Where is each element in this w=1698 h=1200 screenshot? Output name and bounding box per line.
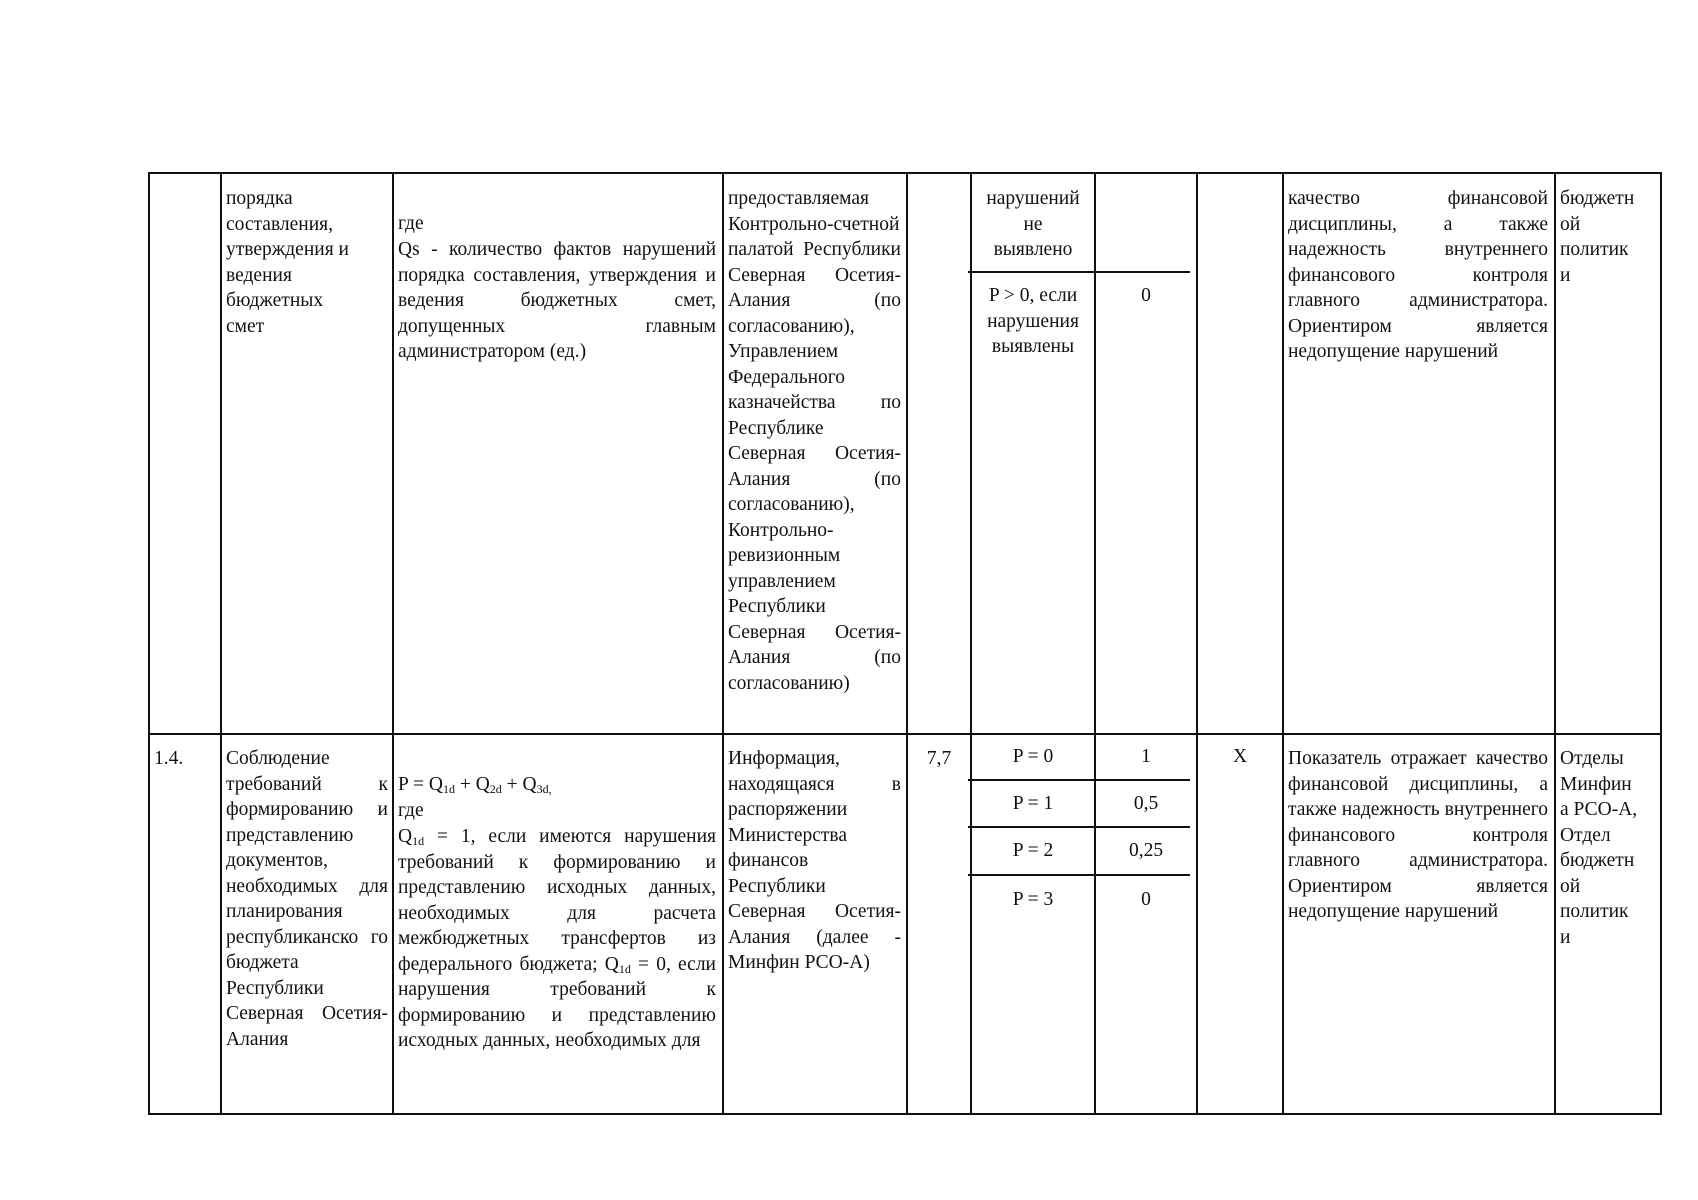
formula-description	[398, 824, 716, 1054]
row-separator	[148, 733, 1662, 735]
col-border	[1660, 172, 1662, 1114]
formula-text: + Q	[454, 773, 490, 795]
score-cell: 0,25	[1128, 840, 1164, 861]
q1d-text: = 0, если нарушения требований к формированию и представлению исходных данных, необходимых для	[398, 953, 716, 1051]
condition-cell: P = 3	[1012, 889, 1054, 910]
col-border	[1282, 172, 1284, 1114]
row-number: 1.4.	[154, 748, 184, 769]
condition-cell: P = 0	[1012, 746, 1054, 767]
score-cell: 0	[1141, 889, 1151, 910]
q1d-text: = 1, если имеются нарушения требований к формированию и представлению исходных данных, необходимых для расчета межбюджетных трансфертов из федерального бюджета;	[398, 826, 716, 975]
indicator-name: порядка составления, утверждения и ведения бюджетных смет	[226, 188, 349, 337]
condition-cell: P = 1	[1012, 793, 1054, 814]
formula-sub: 1d	[442, 781, 455, 796]
table-top-border	[148, 172, 1662, 174]
comment-cell: Показатель отражает качество финансовой дисциплины, а также надежность внутреннего финансового контроля главного администратора. Ориентиром является недопущение нарушений	[1288, 748, 1548, 922]
formula-sub: 3d,	[536, 781, 552, 796]
formula-sub: 2d	[489, 781, 502, 796]
col-border	[148, 172, 150, 1114]
col-border	[722, 172, 724, 1114]
condition-separator	[968, 874, 1190, 876]
responsible-cell: бюджетн ой политик и	[1560, 188, 1635, 286]
col-border	[970, 172, 972, 1114]
responsible-cell: Отделы Минфин а РСО-А, Отдел бюджетн ой политик и	[1560, 748, 1638, 948]
formula-description: Qs - количество фактов нарушений порядка составления, утверждения и ведения бюджетных смет, допущенных главным администратором (ед.)	[398, 239, 716, 362]
condition-separator	[968, 779, 1190, 781]
q-symbol: Q	[604, 953, 619, 975]
col-border	[392, 172, 394, 1114]
formula-text: P = Q	[398, 773, 443, 795]
q-sub: 1d	[412, 834, 425, 848]
col-border	[1094, 172, 1096, 1114]
col-border	[1554, 172, 1556, 1114]
col-border	[220, 172, 222, 1114]
score-cell: 0	[1141, 285, 1151, 306]
formula-text: + Q	[501, 773, 537, 795]
weight-cell: 7,7	[926, 748, 952, 769]
data-source: предоставляемая Контрольно-счетной палатой Республики Северная Осетия-Алания (по согласованию), Управлением Федерального казначейства по Республике Северная Осетия-Алания (по согласованию), Контрольно-ревизионным управлением Республики Северная Осетия-Алания (по согласованию)	[728, 188, 901, 694]
table-bottom-border	[148, 1113, 1662, 1115]
condition-cell: P > 0, если нарушения выявлены	[987, 285, 1079, 357]
score-cell: 1	[1141, 746, 1151, 767]
col-border	[906, 172, 908, 1114]
formula-where: где	[398, 213, 424, 234]
indicator-name: Соблюдение требований к формированию и представлению документов, необходимых для планирования республиканско го бюджета Республики Северная Осетия-Алания	[226, 748, 388, 1050]
q-symbol: Q	[398, 826, 413, 847]
formula-main	[398, 746, 716, 797]
col-border	[1196, 172, 1198, 1114]
x-mark: X	[1232, 746, 1248, 767]
formula-where: где	[398, 800, 424, 821]
score-cell: 0,5	[1133, 793, 1159, 814]
q-sub: 1d	[618, 961, 631, 976]
condition-cell: P = 2	[1012, 840, 1054, 861]
condition-separator	[968, 271, 1190, 273]
comment-cell: качество финансовой дисциплины, а также надежность внутреннего финансового контроля главного администратора. Ориентиром является недопущение нарушений	[1288, 188, 1548, 362]
data-source: Информация, находящаяся в распоряжении Министерства финансов Республики Северная Осетия-Алания (далее - Минфин РСО-А)	[728, 748, 901, 973]
condition-cell: нарушений не выявлено	[986, 188, 1080, 260]
condition-separator	[968, 826, 1190, 828]
